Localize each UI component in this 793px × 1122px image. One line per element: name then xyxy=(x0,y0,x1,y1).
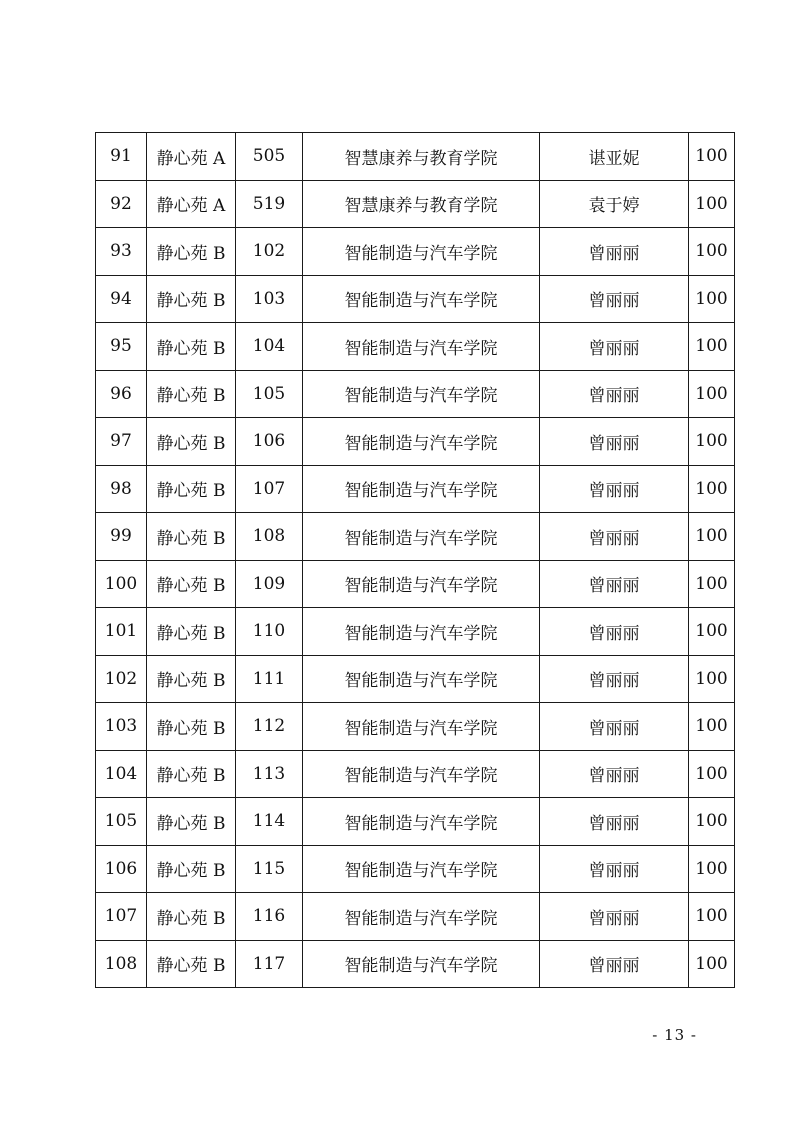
room-number-cell: 104 xyxy=(236,323,303,371)
person-in-charge-cell: 曾丽丽 xyxy=(540,560,689,608)
table-row xyxy=(96,845,735,893)
score-cell: 100 xyxy=(689,655,735,703)
table-row xyxy=(96,703,735,751)
person-in-charge-cell: 曾丽丽 xyxy=(540,228,689,276)
person-in-charge-cell: 曾丽丽 xyxy=(540,893,689,941)
table-row xyxy=(96,465,735,513)
row-number-cell: 108 xyxy=(96,940,147,988)
building-cell: 静心苑 B xyxy=(147,940,236,988)
table-row xyxy=(96,750,735,798)
row-number-cell: 105 xyxy=(96,798,147,846)
college-cell: 智能制造与汽车学院 xyxy=(303,893,540,941)
building-cell: 静心苑 B xyxy=(147,655,236,703)
college-cell: 智能制造与汽车学院 xyxy=(303,798,540,846)
college-cell: 智能制造与汽车学院 xyxy=(303,465,540,513)
room-number-cell: 117 xyxy=(236,940,303,988)
row-number-cell: 97 xyxy=(96,418,147,466)
college-cell: 智慧康养与教育学院 xyxy=(303,180,540,228)
room-number-cell: 112 xyxy=(236,703,303,751)
building-cell: 静心苑 B xyxy=(147,370,236,418)
person-in-charge-cell: 曾丽丽 xyxy=(540,845,689,893)
room-number-cell: 116 xyxy=(236,893,303,941)
building-cell: 静心苑 B xyxy=(147,750,236,798)
person-in-charge-cell: 袁于婷 xyxy=(540,180,689,228)
college-cell: 智能制造与汽车学院 xyxy=(303,513,540,561)
row-number-cell: 103 xyxy=(96,703,147,751)
building-cell: 静心苑 B xyxy=(147,418,236,466)
score-cell: 100 xyxy=(689,750,735,798)
building-cell: 静心苑 A xyxy=(147,180,236,228)
college-cell: 智能制造与汽车学院 xyxy=(303,228,540,276)
building-cell: 静心苑 A xyxy=(147,133,236,181)
dormitory-score-table xyxy=(95,132,735,988)
table-row xyxy=(96,940,735,988)
room-number-cell: 115 xyxy=(236,845,303,893)
person-in-charge-cell: 曾丽丽 xyxy=(540,370,689,418)
row-number-cell: 94 xyxy=(96,275,147,323)
row-number-cell: 100 xyxy=(96,560,147,608)
score-cell: 100 xyxy=(689,180,735,228)
page-number: - 13 - xyxy=(652,1026,697,1044)
person-in-charge-cell: 曾丽丽 xyxy=(540,655,689,703)
score-cell: 100 xyxy=(689,703,735,751)
row-number-cell: 92 xyxy=(96,180,147,228)
table-row xyxy=(96,228,735,276)
row-number-cell: 91 xyxy=(96,133,147,181)
building-cell: 静心苑 B xyxy=(147,275,236,323)
room-number-cell: 114 xyxy=(236,798,303,846)
row-number-cell: 106 xyxy=(96,845,147,893)
building-cell: 静心苑 B xyxy=(147,323,236,371)
score-cell: 100 xyxy=(689,893,735,941)
row-number-cell: 98 xyxy=(96,465,147,513)
dormitory-table-container xyxy=(95,132,734,988)
building-cell: 静心苑 B xyxy=(147,798,236,846)
room-number-cell: 109 xyxy=(236,560,303,608)
building-cell: 静心苑 B xyxy=(147,893,236,941)
college-cell: 智能制造与汽车学院 xyxy=(303,608,540,656)
score-cell: 100 xyxy=(689,940,735,988)
room-number-cell: 519 xyxy=(236,180,303,228)
room-number-cell: 110 xyxy=(236,608,303,656)
table-body xyxy=(96,133,735,988)
table-row xyxy=(96,798,735,846)
score-cell: 100 xyxy=(689,275,735,323)
person-in-charge-cell: 曾丽丽 xyxy=(540,798,689,846)
score-cell: 100 xyxy=(689,560,735,608)
person-in-charge-cell: 曾丽丽 xyxy=(540,513,689,561)
person-in-charge-cell: 曾丽丽 xyxy=(540,750,689,798)
building-cell: 静心苑 B xyxy=(147,465,236,513)
person-in-charge-cell: 曾丽丽 xyxy=(540,940,689,988)
building-cell: 静心苑 B xyxy=(147,845,236,893)
building-cell: 静心苑 B xyxy=(147,560,236,608)
row-number-cell: 93 xyxy=(96,228,147,276)
building-cell: 静心苑 B xyxy=(147,513,236,561)
person-in-charge-cell: 曾丽丽 xyxy=(540,275,689,323)
table-row xyxy=(96,893,735,941)
score-cell: 100 xyxy=(689,370,735,418)
score-cell: 100 xyxy=(689,608,735,656)
score-cell: 100 xyxy=(689,513,735,561)
table-row xyxy=(96,180,735,228)
table-row xyxy=(96,513,735,561)
table-row xyxy=(96,560,735,608)
table-row xyxy=(96,370,735,418)
row-number-cell: 107 xyxy=(96,893,147,941)
college-cell: 智能制造与汽车学院 xyxy=(303,560,540,608)
college-cell: 智能制造与汽车学院 xyxy=(303,940,540,988)
building-cell: 静心苑 B xyxy=(147,703,236,751)
college-cell: 智能制造与汽车学院 xyxy=(303,275,540,323)
row-number-cell: 104 xyxy=(96,750,147,798)
building-cell: 静心苑 B xyxy=(147,228,236,276)
table-row xyxy=(96,655,735,703)
table-row xyxy=(96,275,735,323)
table-row xyxy=(96,323,735,371)
person-in-charge-cell: 曾丽丽 xyxy=(540,703,689,751)
room-number-cell: 102 xyxy=(236,228,303,276)
score-cell: 100 xyxy=(689,418,735,466)
row-number-cell: 102 xyxy=(96,655,147,703)
room-number-cell: 103 xyxy=(236,275,303,323)
score-cell: 100 xyxy=(689,845,735,893)
person-in-charge-cell: 曾丽丽 xyxy=(540,323,689,371)
room-number-cell: 505 xyxy=(236,133,303,181)
room-number-cell: 105 xyxy=(236,370,303,418)
person-in-charge-cell: 曾丽丽 xyxy=(540,418,689,466)
college-cell: 智慧康养与教育学院 xyxy=(303,133,540,181)
score-cell: 100 xyxy=(689,133,735,181)
person-in-charge-cell: 曾丽丽 xyxy=(540,465,689,513)
person-in-charge-cell: 谌亚妮 xyxy=(540,133,689,181)
score-cell: 100 xyxy=(689,228,735,276)
room-number-cell: 108 xyxy=(236,513,303,561)
row-number-cell: 101 xyxy=(96,608,147,656)
table-row xyxy=(96,608,735,656)
college-cell: 智能制造与汽车学院 xyxy=(303,418,540,466)
room-number-cell: 107 xyxy=(236,465,303,513)
room-number-cell: 111 xyxy=(236,655,303,703)
score-cell: 100 xyxy=(689,798,735,846)
score-cell: 100 xyxy=(689,323,735,371)
table-row xyxy=(96,133,735,181)
college-cell: 智能制造与汽车学院 xyxy=(303,655,540,703)
room-number-cell: 106 xyxy=(236,418,303,466)
room-number-cell: 113 xyxy=(236,750,303,798)
person-in-charge-cell: 曾丽丽 xyxy=(540,608,689,656)
building-cell: 静心苑 B xyxy=(147,608,236,656)
table-row xyxy=(96,418,735,466)
row-number-cell: 96 xyxy=(96,370,147,418)
college-cell: 智能制造与汽车学院 xyxy=(303,323,540,371)
college-cell: 智能制造与汽车学院 xyxy=(303,703,540,751)
college-cell: 智能制造与汽车学院 xyxy=(303,750,540,798)
row-number-cell: 95 xyxy=(96,323,147,371)
college-cell: 智能制造与汽车学院 xyxy=(303,845,540,893)
row-number-cell: 99 xyxy=(96,513,147,561)
score-cell: 100 xyxy=(689,465,735,513)
college-cell: 智能制造与汽车学院 xyxy=(303,370,540,418)
